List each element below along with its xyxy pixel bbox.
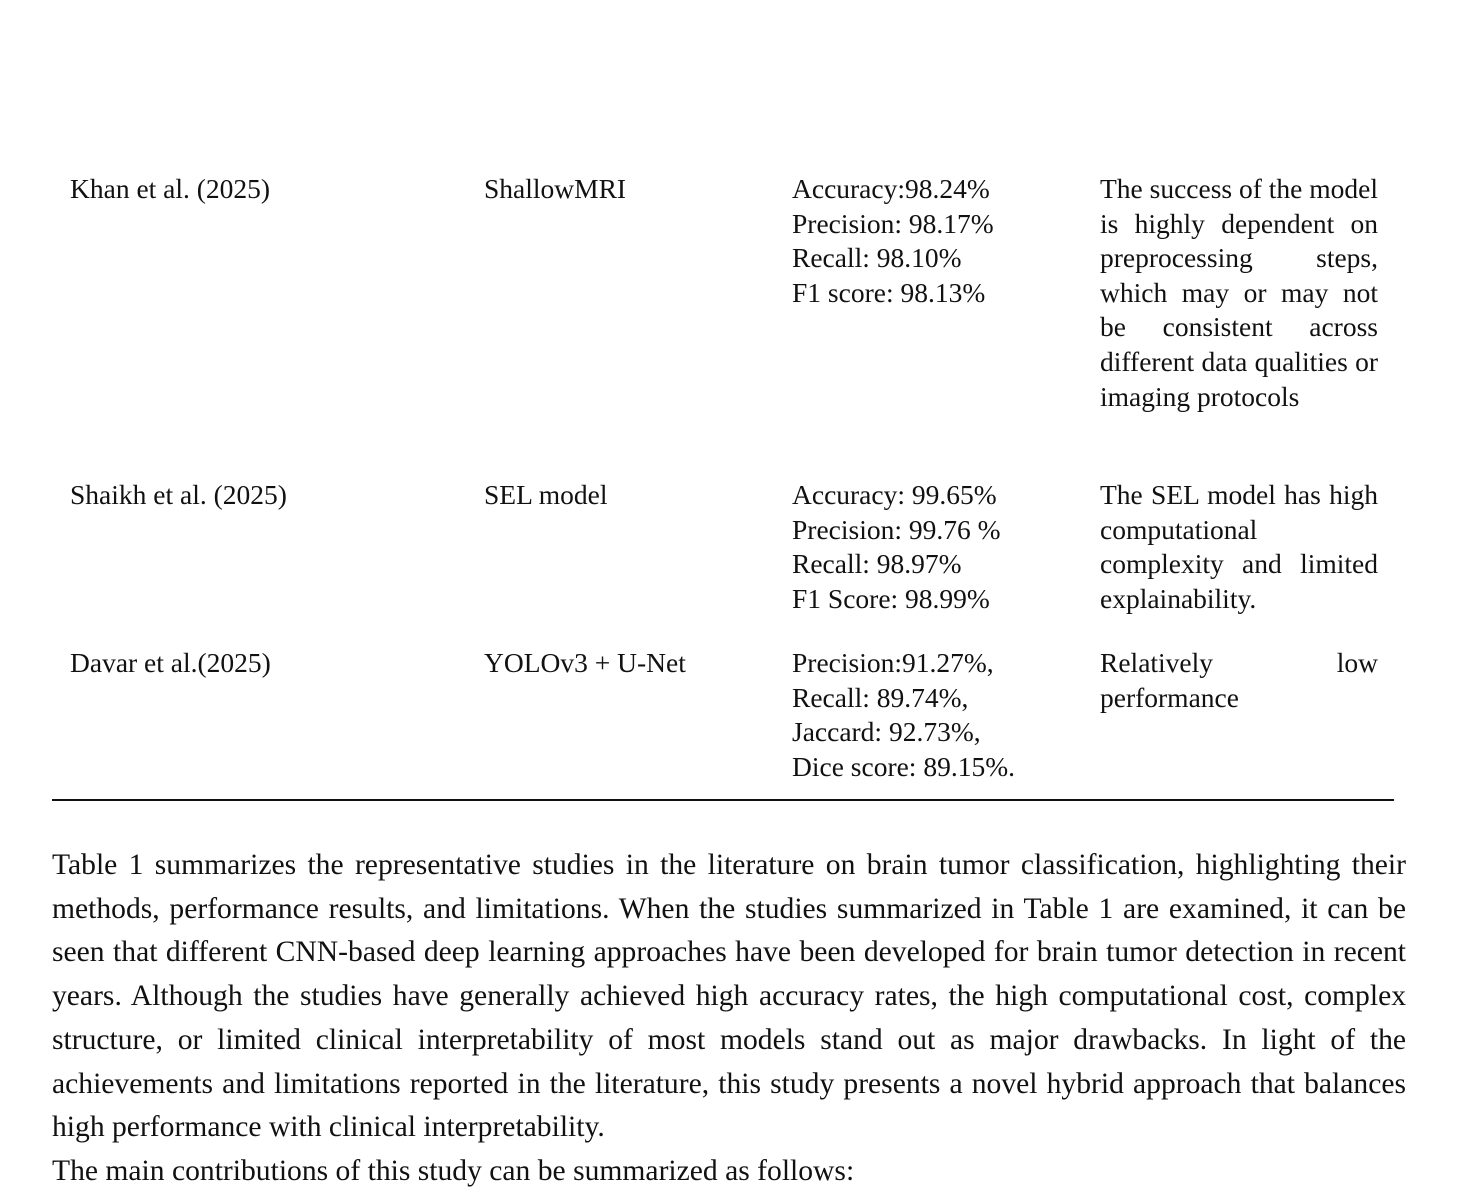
method-cell: YOLOv3 + U-Net <box>484 647 686 678</box>
result-line: Precision:91.27%, <box>792 647 994 678</box>
results-cell <box>792 478 1082 616</box>
table-row <box>52 478 1394 646</box>
results-cell <box>792 172 1082 310</box>
limitation-cell: The SEL model has high computational complexity and limited explainability. <box>1100 479 1378 614</box>
contributions-intro: The main contributions of this study can be summarized as follows: <box>52 1154 855 1187</box>
result-line: Precision: 99.76 % <box>792 513 1001 545</box>
method-cell: ShallowMRI <box>484 173 627 204</box>
limitation-cell: Relatively low performance <box>1100 647 1378 713</box>
result-line: Dice score: 89.15%. <box>792 750 1015 782</box>
method-cell: SEL model <box>484 479 608 510</box>
table-bottom-rule <box>52 799 1394 801</box>
body-text <box>52 844 1406 1194</box>
literature-table <box>52 172 1394 796</box>
reference-cell: Shaikh et al. (2025) <box>70 479 287 510</box>
result-line: Jaccard: 92.73%, <box>792 716 981 748</box>
results-cell <box>792 646 1082 784</box>
limitation-cell: The success of the model is highly dependent on preprocessing steps, which may or may not be consistent across different data qualities or imaging protocols <box>1100 173 1378 412</box>
summary-paragraph: Table 1 summarizes the representative studies in the literature on brain tumor classification, highlighting their methods, performance results, and limitations. When the studies summarized in Table 1 are examined, it can be seen that different CNN-based deep learning approaches have been developed for brain tumor detection in recent years. Although the studies have generally achieved high accuracy rates, the high computational cost, complex structure, or limited clinical interpretability of most models stand out as major drawbacks. In light of the achievements and limitations reported in the literature, this study presents a novel hybrid approach that balances high performance with clinical interpretability. <box>52 849 1406 1144</box>
reference-cell: Davar et al.(2025) <box>70 647 271 678</box>
reference-cell: Khan et al. (2025) <box>70 173 271 204</box>
table-row <box>52 172 1394 478</box>
result-line: Accuracy: 99.65% <box>792 479 997 510</box>
result-line: Recall: 98.97% <box>792 548 962 580</box>
result-line: F1 score: 98.13% <box>792 276 986 308</box>
result-line: Precision: 98.17% <box>792 207 994 239</box>
table-row <box>52 646 1394 796</box>
result-line: Recall: 98.10% <box>792 242 962 274</box>
result-line: Recall: 89.74%, <box>792 681 969 713</box>
result-line: Accuracy:98.24% <box>792 173 990 204</box>
result-line: F1 Score: 98.99% <box>792 582 990 614</box>
